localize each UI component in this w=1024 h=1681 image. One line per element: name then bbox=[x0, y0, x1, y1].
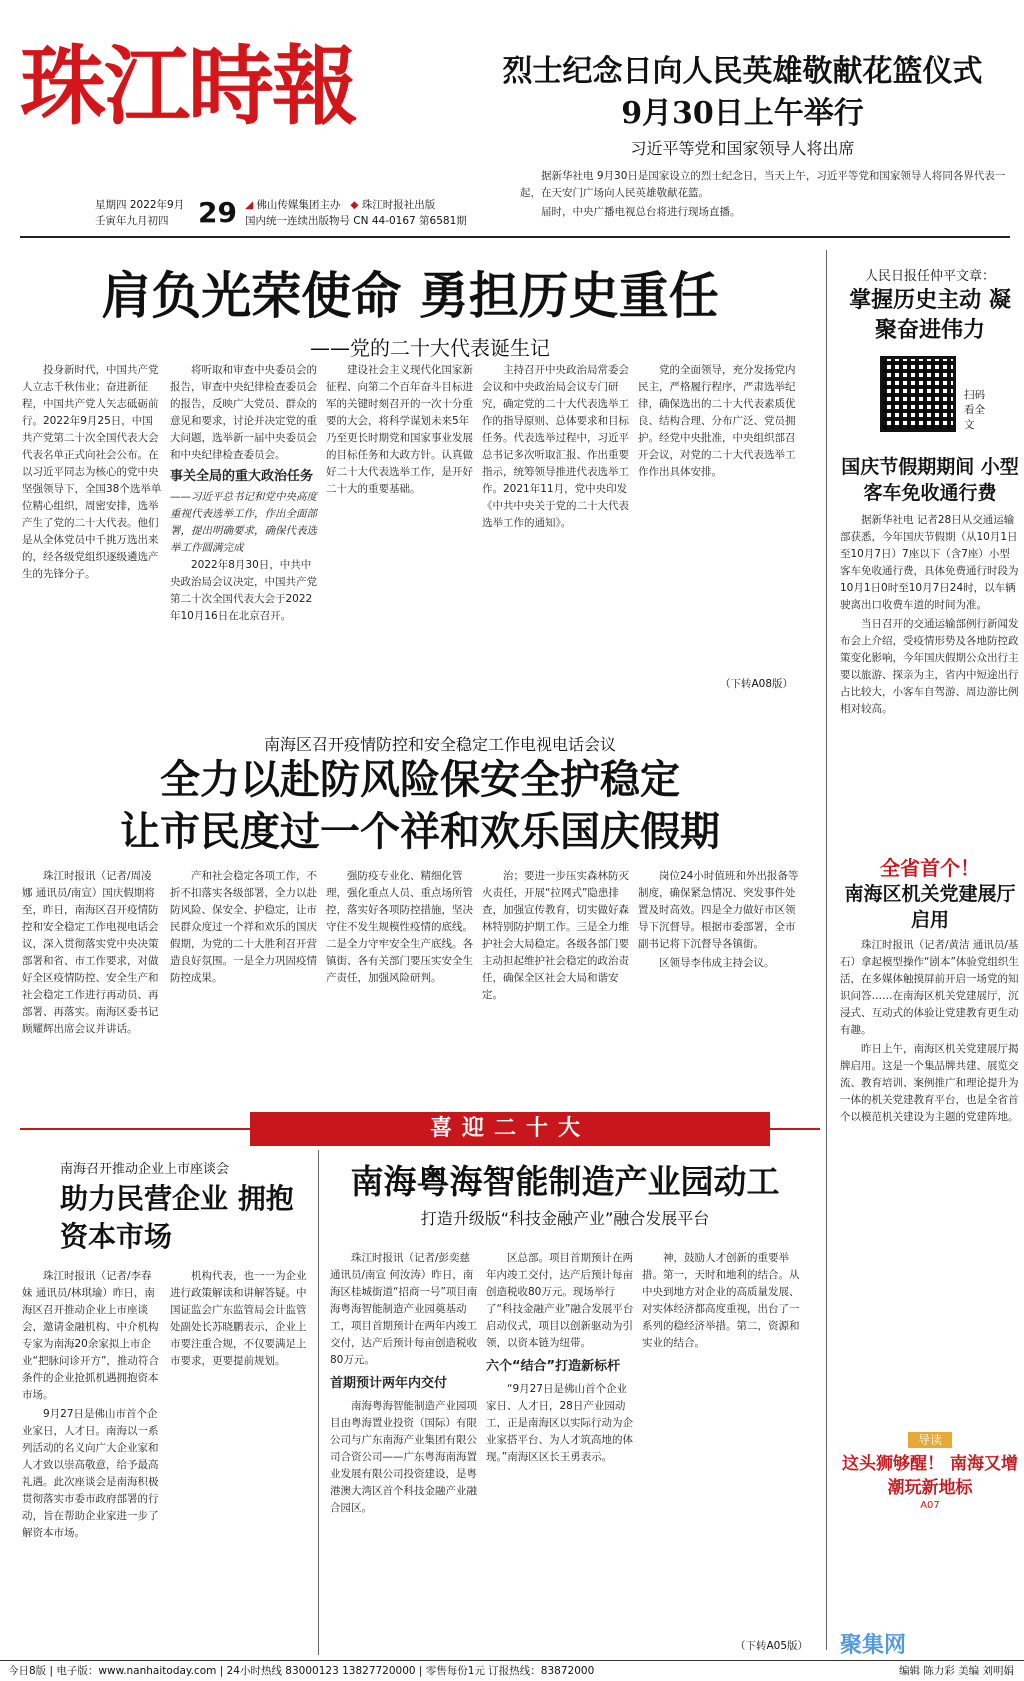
top-headline-2[interactable]: 9月30日上午举行 bbox=[621, 96, 864, 131]
lead-column-2 bbox=[170, 362, 318, 658]
lead-subhead: ——党的二十大代表诞生记 bbox=[310, 336, 550, 360]
lead-column-5 bbox=[638, 362, 803, 658]
bottom-main-text: 珠江时报讯（记者/彭奕慈 通讯员/南宣 何汝涛）昨日，南海区桂城街道“招商一号”项目南海粤海智能制造产业园奠基动工，项目首期预计在两年内竣工交付，达产后预计每亩创造税收80万元。 bbox=[330, 1252, 478, 1366]
section2-kicker: 南海区召开疫情防控和安全稳定工作电视电话会议 bbox=[263, 735, 616, 754]
lead-col3-text: 建设社会主义现代化国家新征程、向第二个百年奋斗目标进军的关键时刻召开的一次十分重要的大会，将科学谋划未来5年乃至更长时期党和国家事业发展的目标任务和大政方针。认真做好二十大代表选举工作，是开好二十大的重要基础。 bbox=[326, 364, 473, 495]
footer bbox=[0, 1660, 1024, 1681]
lead-jump[interactable]: （下转A08版） bbox=[720, 678, 794, 690]
lead-column-3 bbox=[326, 362, 474, 658]
lead-col1-text: 投身新时代，中国共产党人立志千秋伟业；奋进新征程，中国共产党人矢志砥砺前行。2022年9月25日，中国共产党第二十次全国代表大会代表名单正式向社会公布。在以习近平同志为核心的党中央坚强领导下，全国38个选举单位精心组织，周密安排，选举产生了党的二十大代表。他们是从全体党员中千挑万选出来的，经各级党组织逐级遴选产生的先锋分子。 bbox=[22, 364, 162, 580]
lead-col4-text: 主持召开中央政治局常委会会议和中央政治局会议专门研究，确定党的二十大代表选举工作的指导原则、总体要求和目标任务。代表选举过程中，习近平总书记多次听取汇报、作出重要指示，统筹领导推进代表选举工作。2021年11月，党中央印发《中共中央关于党的二十大代表选举工作的通知》。 bbox=[482, 364, 629, 529]
publisher-2-label: 珠江时报社出版 bbox=[361, 199, 436, 211]
bottom-main-subhead-1: 首期预计两年内交付 bbox=[330, 1376, 448, 1391]
dateline-lunar: 壬寅年九月初四 bbox=[95, 215, 169, 227]
publisher-2-logo-icon: ◆ bbox=[350, 199, 359, 211]
top-subhead: 习近平等党和国家领导人将出席 bbox=[630, 139, 855, 158]
section-banner: 喜迎二十大 bbox=[250, 1112, 770, 1146]
publisher-1 bbox=[245, 197, 340, 213]
section2-headline-1[interactable]: 全力以赴防风险保安全护稳定 bbox=[160, 757, 680, 803]
promo-headline[interactable]: 这头狮够醒！ 南海又增潮玩新地标 bbox=[842, 1454, 1018, 1498]
bottom-main-column-2 bbox=[486, 1250, 634, 1652]
lead-column-4 bbox=[482, 362, 630, 658]
sidebar-story3-headline[interactable]: 南海区机关党建展厅启用 bbox=[844, 883, 1016, 931]
bottom-divider bbox=[318, 1150, 319, 1655]
sidebar-story3-body bbox=[840, 937, 1020, 1417]
lead-col2b-text: 2022年8月30日，中共中央政治局会议决定，中国共产党第二十次全国代表大会于2022年10月16日在北京召开。 bbox=[170, 559, 317, 622]
dateline-day: 29 bbox=[198, 196, 237, 229]
section2-column-3 bbox=[326, 868, 474, 1086]
bottom-left-kicker: 南海召开推动企业上市座谈会 bbox=[60, 1162, 230, 1177]
bottom-main-column-1 bbox=[330, 1250, 478, 1652]
bottom-main-text-5: 神，鼓励人才创新的重要举措。第一，天时和地利的结合。从中央到地方对企业的高质量发展、对实体经济都高度重视，出台了一系列的稳经济举措。第二，资源和实业的结合。 bbox=[642, 1252, 800, 1349]
section2-column-4 bbox=[482, 868, 630, 1086]
section2-col5-text: 岗位24小时值班和外出报备等制度，确保紧急情况、突发事件处置及时高效。四是全力做好市区领导下沉督导。根据市委部署，全市副书记将下沉督导各镇街。 bbox=[638, 870, 799, 950]
section2-col3-text: 强防疫专业化、精细化管理，强化重点人员、重点场所管控，落实好各项防控措施，坚决守住不发生规模性疫情的底线。二是全力守牢安全生产底线。各镇街、各有关部门要压实安全生产责任，加强风险研判。 bbox=[326, 870, 473, 984]
lead-col2-subhead: 事关全局的重大政治任务 bbox=[170, 469, 314, 484]
lead-col2-quote: ——习近平总书记和党中央高度重视代表选举工作，作出全面部署，提出明确要求，确保代表选举工作圆满完成 bbox=[170, 491, 317, 554]
bottom-main-jump[interactable]: （下转A05版） bbox=[735, 1640, 809, 1652]
bottom-main-text-4: 区总部。项目首期预计在两年内竣工交付，达产后预计每亩创造税收80万元。现场举行了“科技金融产业”融合发展平台启动仪式，项目以创新驱动为引领，以资本链为纽带。 bbox=[486, 1252, 634, 1349]
lead-column-1 bbox=[22, 362, 162, 658]
bottom-left-column-2 bbox=[170, 1268, 310, 1652]
sidebar-divider bbox=[826, 250, 827, 1650]
publisher-1-label: 佛山传媒集团主办 bbox=[256, 199, 341, 211]
publisher-2 bbox=[350, 197, 435, 213]
top-story-note: 届时，中央广播电视总台将进行现场直播。 bbox=[541, 206, 741, 218]
footer-info: 今日8版 | 电子版：www.nanhaitoday.com | 24小时热线 83000123 13827720000 | 零售每份1元 订报热线：83872000 bbox=[8, 1665, 595, 1677]
sidebar-story3-text: 珠江时报讯（记者/黄洁 通讯员/基石）拿起模型操作“剧本”体验党组织生活，在多媒体触摸屏前开启一场党的知识问答……在南海区机关党建展厅，沉浸式、互动式的体验让党建教育更生动有趣。 bbox=[840, 939, 1019, 1036]
publisher-logo-icon: ◢ bbox=[244, 199, 254, 211]
bottom-main-subhead: 打造升级版“科技金融产业”融合发展平台 bbox=[420, 1209, 710, 1228]
top-story-body bbox=[520, 168, 1015, 223]
lead-headline[interactable]: 肩负光荣使命 勇担历史重任 bbox=[101, 267, 719, 325]
sidebar-headline[interactable]: 掌握历史主动 凝聚奋进伟力 bbox=[849, 288, 1011, 343]
masthead-logo: 珠江時報 bbox=[20, 36, 356, 137]
bottom-left-text-3: 机构代表，也一一为企业进行政策解读和讲解答疑。中国证监会广东监管局会计监管处副处长苏晓鹏表示，企业上市要注重合规，不仅要满足上市要求，更要提前规划。 bbox=[170, 1270, 307, 1367]
bottom-main-column-3 bbox=[642, 1250, 807, 1634]
bottom-left-column-1 bbox=[22, 1268, 162, 1652]
promo-page: A07 bbox=[920, 1500, 940, 1511]
bottom-left-text-2: 9月27日是佛山市首个企业家日，人才日。南海以一系列活动的名义向广大企业家和人才致以崇高敬意，给予最高礼遇。此次座谈会是南海积极贯彻落实市委市政府部署的行动，旨在帮助企业家进一步了解资本市场。 bbox=[22, 1408, 159, 1539]
top-headline-1[interactable]: 烈士纪念日向人民英雄敬献花篮仪式 bbox=[502, 54, 983, 89]
bottom-left-text: 珠江时报讯（记者/李春妹 通讯员/林琪瑜）昨日，南海区召开推动企业上市座谈会，邀请金融机构、中介机构专家为南海20余家拟上市企业“把脉问诊开方”，推动符合条件的企业抢抓机遇拥抱资本市场。 bbox=[22, 1270, 159, 1401]
section2-col4-text: 治；要进一步压实森林防灭火责任，开展“拉网式”隐患排查，加强宣传教育，切实做好森林特别防护期工作。三是全力维护社会大局稳定。各级各部门要主动担起维护社会稳定的政治责任，确保全区社会大局和谐安定。 bbox=[482, 870, 629, 1001]
bottom-main-text-2: 南海粤海智能制造产业园项目由粤海置业投资（国际）有限公司与广东南海产业集团有限公司合资公司——广东粤海南海置业发展有限公司投资建设，是粤港澳大湾区首个科技金融产业融合园区。 bbox=[330, 1400, 477, 1514]
sidebar-story3-kicker: 全省首个！ bbox=[880, 856, 980, 880]
section2-column-1 bbox=[22, 868, 162, 1086]
qr-code-icon[interactable] bbox=[880, 356, 956, 432]
sidebar-story2-body bbox=[840, 512, 1020, 832]
footer-editor: 编辑 陈力彩 美编 刘明娟 bbox=[898, 1665, 1014, 1677]
sidebar-story2-text: 据新华社电 记者28日从交通运输部获悉，今年国庆节假期（从10月1日至10月7日）7座以下（含7座）小型客车免收通行费，具体免费通行时段为10月1日0时至10月7日24时，以车辆驶离出口收费车道的时间为准。 bbox=[840, 514, 1019, 611]
sidebar-story2-headline[interactable]: 国庆节假期期间 小型客车免收通行费 bbox=[841, 456, 1019, 504]
section2-col2-text: 产和社会稳定各项工作，不折不扣落实各级部署，全力以赴防风险、保安全、护稳定，让市民群众度过一个祥和欢乐的国庆假期，为党的二十大胜利召开营造良好氛围。一是全力巩固疫情防控成果。 bbox=[170, 870, 317, 984]
lead-col5-text: 党的全面领导，充分发扬党内民主，严格履行程序，严肃选举纪律，确保选出的二十大代表素质优良、结构合理、分布广泛、党员拥护。经党中央批准，中央组织部召开会议，对党的二十大代表选举工作作出具体安排。 bbox=[638, 364, 796, 478]
bottom-main-headline[interactable]: 南海粤海智能制造产业园动工 bbox=[350, 1162, 780, 1201]
sidebar-story3-text-2: 昨日上午，南海区机关党建展厅揭牌启用。这是一个集品牌共建、展览交流、教育培训、案例推广和理论提升为一体的机关党建教育平台，也是全省首个以模范机关建设为主题的党建阵地。 bbox=[840, 1043, 1019, 1123]
bottom-left-headline[interactable]: 助力民营企业 拥抱资本市场 bbox=[60, 1182, 294, 1253]
sidebar-kicker: 人民日报任仲平文章： bbox=[864, 269, 995, 284]
dateline bbox=[95, 197, 515, 229]
bottom-main-subhead-2: 六个“结合”打造新标杆 bbox=[486, 1359, 621, 1374]
header-divider bbox=[20, 236, 1010, 238]
lead-col2-text: 将听取和审查中央委员会的报告，审查中央纪律检查委员会的报告，反映广大党员、群众的意见和要求，讨论并决定党的重大问题，选举新一届中央委员会和中央纪律检查委员会。 bbox=[170, 364, 317, 461]
section2-col1-text: 珠江时报讯（记者/周凌娜 通讯员/南宣）国庆假期将至，昨日，南海区召开疫情防控和安全稳定工作电视电话会议，深入贯彻落实党中央决策部署和省、市工作要求，对做好全区疫情防控、安全生产和社会稳定工作进行再动员、再部署、再落实。南海区委书记顾耀辉出席会议并讲话。 bbox=[22, 870, 159, 1035]
dateline-license: 国内统一连续出版物号 CN 44-0167 第6581期 bbox=[244, 215, 467, 227]
sidebar bbox=[840, 265, 1020, 1511]
section2-column-5 bbox=[638, 868, 803, 1086]
section2-note: 区领导李伟成主持会议。 bbox=[659, 957, 775, 969]
section2-column-2 bbox=[170, 868, 318, 1086]
top-story-text: 据新华社电 9月30日是国家设立的烈士纪念日，当天上午，习近平等党和国家领导人将同各界代表一起，在天安门广场向人民英雄敬献花篮。 bbox=[520, 170, 1006, 199]
watermark: 聚集网 bbox=[840, 1633, 907, 1658]
qr-caption: 扫码看全文 bbox=[964, 389, 985, 431]
section2-headline-2[interactable]: 让市民度过一个祥和欢乐国庆假期 bbox=[120, 809, 720, 855]
bottom-main-text-3: “9月27日是佛山首个企业家日、人才日，28日产业园动工，正是南海区以实际行动为企业家搭平台、为人才筑高地的体现。”南海区区长王勇表示。 bbox=[486, 1383, 633, 1463]
dateline-weekday: 星期四 2022年9月 bbox=[95, 199, 185, 211]
sidebar-story2-text-2: 当日召开的交通运输部例行新闻发布会上介绍，受疫情形势及各地防控政策变化影响，今年国庆假期公众出行主要以旅游、探亲为主，省内中短途出行占比较大，小客车自驾游、周边游比例相对较高。 bbox=[840, 618, 1019, 715]
promo-tag: 导读 bbox=[908, 1432, 952, 1448]
